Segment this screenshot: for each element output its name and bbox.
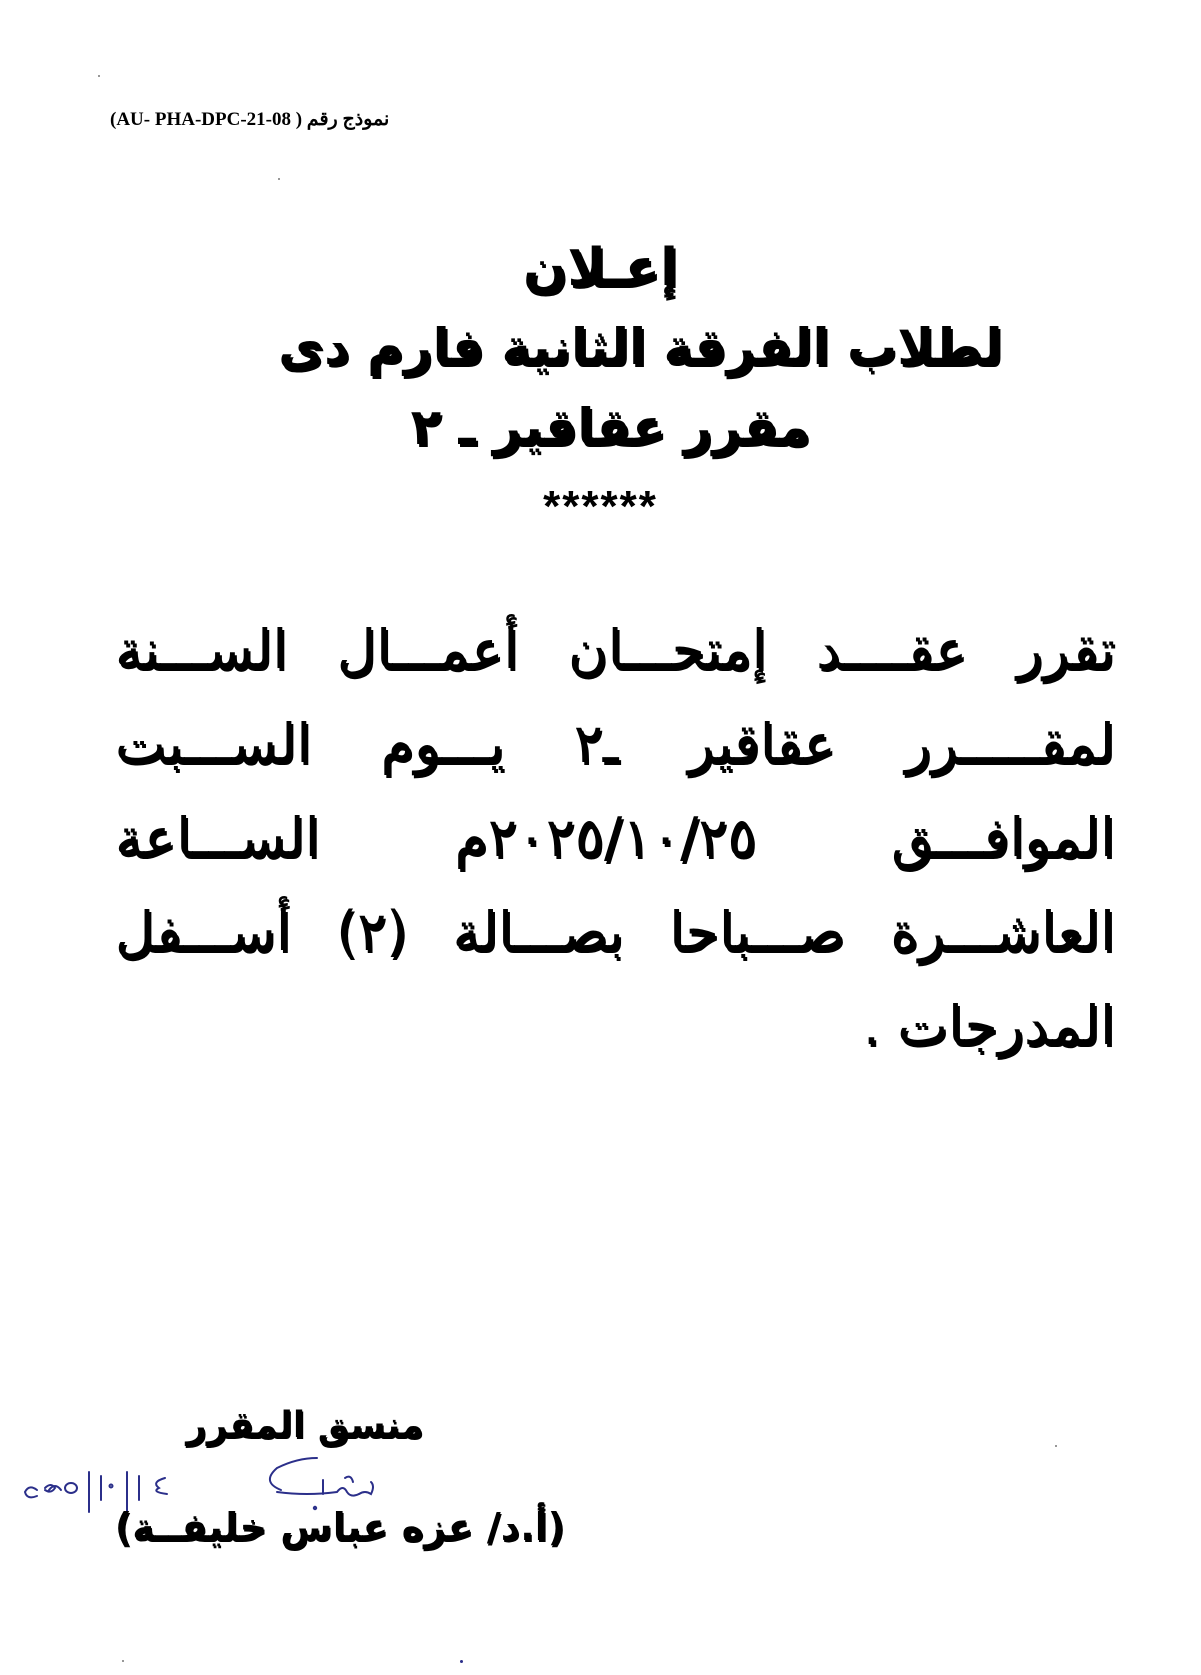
body-line-4: العاشـــرة صـــباحا بصـــالة (٢) أســـفل xyxy=(115,900,1115,963)
scan-speck xyxy=(98,75,100,77)
form-code: نموذج رقم ( AU- PHA-DPC-21-08) xyxy=(110,109,390,130)
body-line-2: لمقـــــرر عقاقير ـ٢ يـــوم الســـبت xyxy=(115,712,1115,775)
scan-speck xyxy=(460,1660,463,1663)
announcement-title: إعـلان xyxy=(523,238,678,298)
body-line-1: تقرر عقــــد إمتحـــان أعمـــال الســـنة xyxy=(115,618,1115,681)
scan-speck xyxy=(122,1660,124,1662)
signature-role: منسق المقرر xyxy=(186,1405,424,1446)
body-line-5: المدرجات . xyxy=(862,994,1115,1057)
course-line: مقرر عقاقير ـ ٢ xyxy=(410,398,811,456)
audience-line: لطلاب الفرقة الثانية فارم دى xyxy=(278,318,1003,376)
scan-speck xyxy=(1055,1445,1057,1447)
body-line-3: الموافـــق ٢٠٢٥/١٠/٢٥م الســـاعة xyxy=(115,806,1115,869)
signatory-name: (أ.د/ عزه عباس خليفــة) xyxy=(114,1505,566,1549)
scan-speck xyxy=(278,178,280,180)
separator-stars: ****** xyxy=(543,482,658,531)
